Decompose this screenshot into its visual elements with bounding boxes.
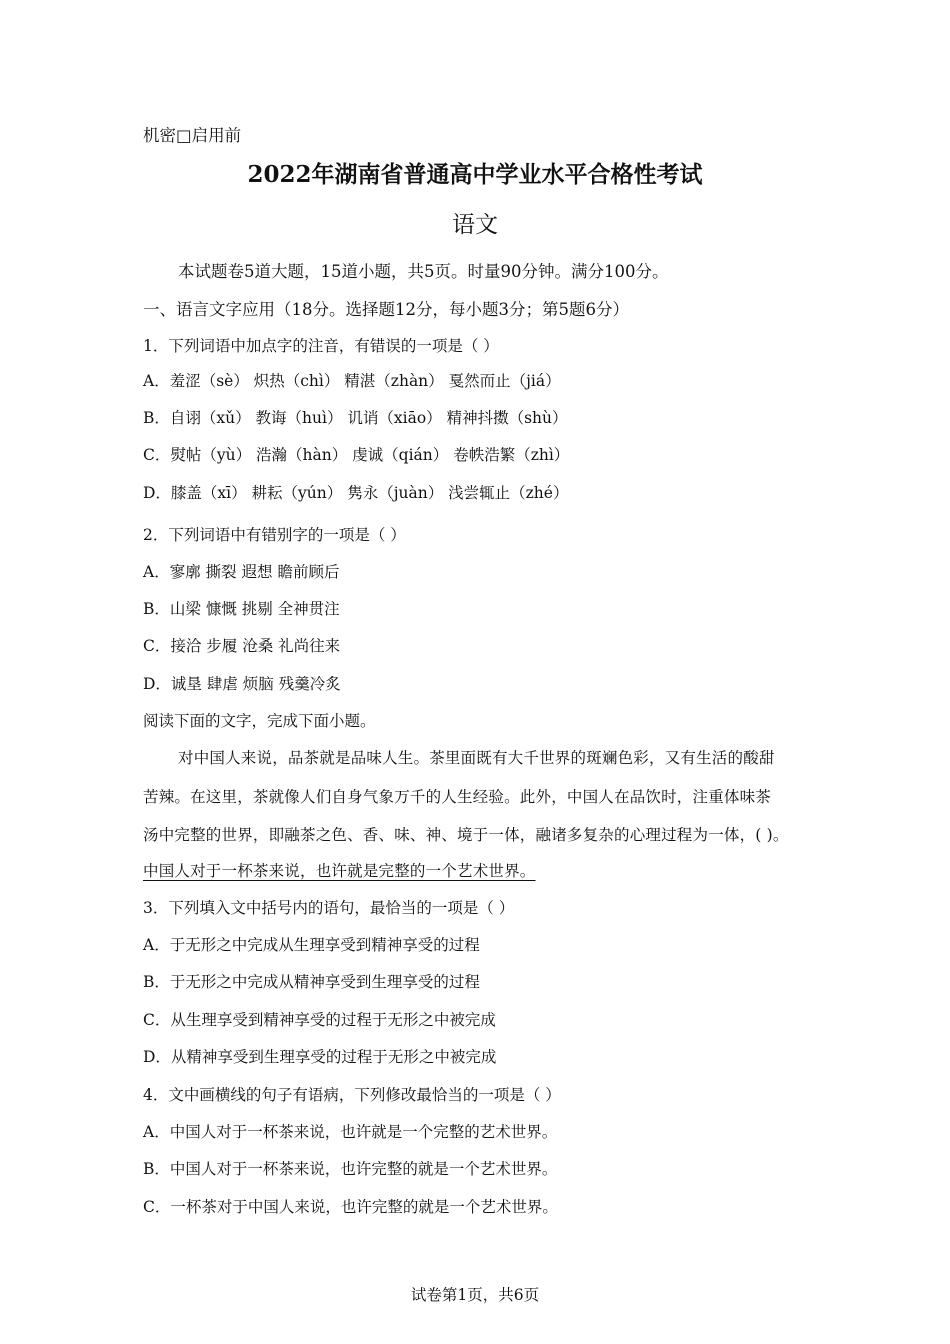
passage-line-1: 对中国人来说，品茶就是品味人生。茶里面既有大千世界的斑斓色彩，又有生活的酸甜 [178,749,775,767]
question-3-option-a: A．于无形之中完成从生理享受到精神享受的过程 [143,936,480,954]
page-footer: 试卷第1页，共6页 [410,1286,540,1304]
question-3-option-c: C．从生理享受到精神享受的过程于无形之中被完成 [143,1011,496,1029]
passage-line-3: 汤中完整的世界，即融茶之色、香、味、神、境于一体，融诸多复杂的心理过程为一体，( )。 [143,826,789,844]
question-2-option-d: D．诚垦 肆虐 烦脑 残羹冷炙 [143,675,341,693]
subject-title: 语文 [452,212,498,238]
question-2-option-c: C．接洽 步履 沧桑 礼尚往来 [143,637,341,655]
question-1-stem: 1．下列词语中加点字的注音，有错误的一项是（ ） [143,337,499,355]
question-4-option-c: C．一杯茶对于中国人来说，也许完整的就是一个艺术世界。 [143,1198,558,1216]
question-1-option-c: C．熨帖（yù） 浩瀚（hàn） 虔诚（qián） 卷帙浩繁（zhì） [143,446,570,464]
question-3-option-d: D．从精神享受到生理享受的过程于无形之中被完成 [143,1048,497,1066]
question-4-option-b: B．中国人对于一杯茶来说，也许完整的就是一个艺术世界。 [143,1160,558,1178]
exam-title: 2022年湖南省普通高中学业水平合格性考试 [247,161,703,188]
exam-intro: 本试题卷5道大题，15道小题，共5页。时量90分钟。满分100分。 [178,262,669,281]
question-4-stem: 4．文中画横线的句子有语病，下列修改最恰当的一项是（ ） [143,1086,561,1104]
passage-line-2: 苦辣。在这里，茶就像人们自身气象万千的人生经验。此外，中国人在品饮时，注重体味茶 [143,788,772,806]
question-1-option-b: B．自诩（xǔ） 教诲（huì） 讥诮（xiāo） 精神抖擞（shù） [143,409,568,427]
question-1-option-a: A．羞涩（sè） 炽热（chì） 精湛（zhàn） 戛然而止（jiá） [143,372,561,390]
question-1-option-d: D．膝盖（xī） 耕耘（yún） 隽永（juàn） 浅尝辄止（zhé） [143,484,569,502]
question-2-option-a: A．寥廓 撕裂 遐想 瞻前顾后 [143,563,340,581]
question-2-option-b: B．山梁 慷慨 挑剔 全神贯注 [143,600,340,618]
section-heading: 一、语言文字应用（18分。选择题12分，每小题3分；第5题6分） [143,300,629,319]
passage-underlined-sentence: 中国人对于一杯茶来说，也许就是完整的一个艺术世界。 [143,862,536,880]
question-3-option-b: B．于无形之中完成从精神享受到生理享受的过程 [143,973,480,991]
question-3-stem: 3．下列填入文中括号内的语句，最恰当的一项是（ ） [143,899,515,917]
reading-instruction: 阅读下面的文字，完成下面小题。 [143,712,376,730]
question-2-stem: 2．下列词语中有错别字的一项是（ ） [143,526,406,544]
secret-label: 机密□启用前 [143,126,242,145]
question-4-option-a: A．中国人对于一杯茶来说，也许就是一个完整的艺术世界。 [143,1123,558,1141]
